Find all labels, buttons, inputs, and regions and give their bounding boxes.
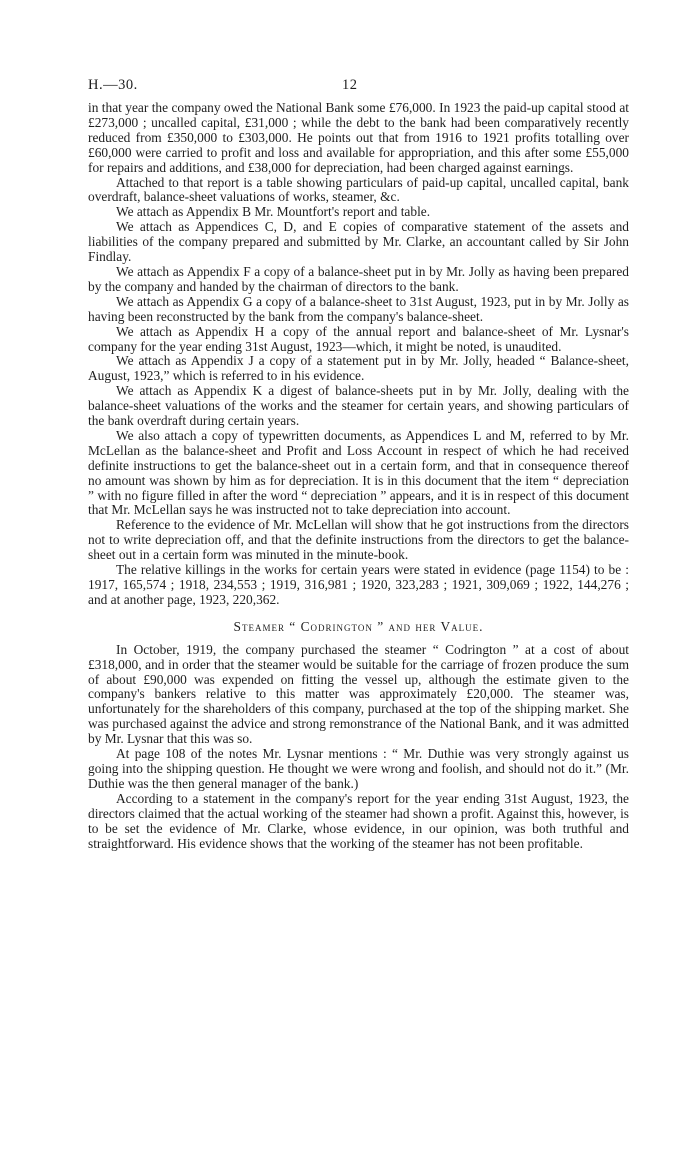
page-header [88, 77, 629, 97]
paragraph: We attach as Appendix G a copy of a balance-sheet to 31st August, 1923, put in by Mr. Jolly as having been reconstructed by the bank from the company's balance-sheet. [88, 293, 629, 324]
paragraph: We attach as Appendix J a copy of a statement put in by Mr. Jolly, headed “ Balance-sheet, August, 1923,” which is referred to in his evidence. [88, 353, 629, 384]
page-number: 12 [342, 77, 358, 93]
paragraph: According to a statement in the company's report for the year ending 31st August, 1923, the directors claimed that the actual working of the steamer had shown a profit. Against this, however, is to be set the evidence of Mr. Clarke, whose evidence, in our opinion, was both truthful and straightforward. His evidence shows that the working of the steamer has not been profitable. [88, 790, 629, 851]
paragraph: At page 108 of the notes Mr. Lysnar mentions : “ Mr. Duthie was very strongly against us going into the shipping question. He thought we were wrong and foolish, and should not do it.” (Mr. Duthie was the then general manager of the bank.) [88, 746, 629, 791]
paragraph: We attach as Appendices C, D, and E copies of comparative statement of the assets and liabilities of the company prepared and submitted by Mr. Clarke, an accountant called by Sir John Findlay. [88, 219, 629, 265]
paragraph: We attach as Appendix B Mr. Mountfort's report and table. [116, 204, 431, 220]
paragraph: The relative killings in the works for certain years were stated in evidence (page 1154) to be : 1917, 165,574 ; 1918, 234,553 ; 1919, 316,981 ; 1920, 323,283 ; 1921, 309,069 ; 1922, 144,276 ; and at another page, 1923, 220,362. [88, 562, 629, 607]
document-reference: H.—30. [88, 77, 138, 93]
paragraph: We attach as Appendix F a copy of a balance-sheet put in by Mr. Jolly as having been prepared by the company and handed by the chairman of directors to the bank. [88, 263, 629, 294]
paragraph: in that year the company owed the National Bank some £76,000. In 1923 the paid-up capital stood at £273,000 ; uncalled capital, £31,000 ; while the debt to the bank had been comparatively recently reduced from £350,000 to £303,000. He points out that from 1916 to 1921 profits totalling over £60,000 were carried to profit and loss and available for appropriation, and this after some £55,000 for repairs and additions, and £38,000 for depreciation, had been charged against earnings. [88, 100, 629, 175]
body-text [88, 101, 629, 851]
section-heading: Steamer “ Codrington ” and her Value. [233, 618, 484, 634]
paragraph: We attach as Appendix H a copy of the annual report and balance-sheet of Mr. Lysnar's company for the year ending 31st August, 1923—which, it might be noted, is unaudited. [88, 323, 629, 354]
paragraph: We attach as Appendix K a digest of balance-sheets put in by Mr. Jolly, dealing with the balance-sheet valuations of the works and the steamer for certain years, and showing particulars of the bank overdraft during certain years. [88, 383, 629, 429]
paragraph: We also attach a copy of typewritten documents, as Appendices L and M, referred to by Mr. McLellan as the balance-sheet and Profit and Loss Account in respect of which he had received definite instructions to get the balance-sheet out in a certain form, and that in consequence thereof no amount was shown by him as for depreciation. It is in this document that the item “ depreciation ” with no figure filled in after the word “ depreciation ” appears, and it is in respect of this document that Mr. McLellan says he was instructed not to take depreciation into account. [88, 427, 629, 518]
paragraph: Reference to the evidence of Mr. McLellan will show that he got instructions from the directors not to write depreciation off, and that the definite instructions from the directors to get the balance-sheet out in a certain form was minuted in the minute-book. [88, 517, 629, 563]
paragraph: In October, 1919, the company purchased the steamer “ Codrington ” at a cost of about £318,000, and in order that the steamer would be suitable for the carriage of frozen produce the sum of about £90,000 was expended on fitting the vessel up, although the estimate given to the company's bankers relative to this matter was approximately £20,000. The steamer was, unfortunately for the shareholders of this company, purchased at the top of the shipping market. She was purchased against the advice and strong remonstrance of the National Bank, and it was admitted by Mr. Lysnar that this was so. [88, 641, 629, 747]
paragraph: Attached to that report is a table showing particulars of paid-up capital, uncalled capital, bank overdraft, balance-sheet valuations of works, steamer, &c. [88, 174, 629, 205]
